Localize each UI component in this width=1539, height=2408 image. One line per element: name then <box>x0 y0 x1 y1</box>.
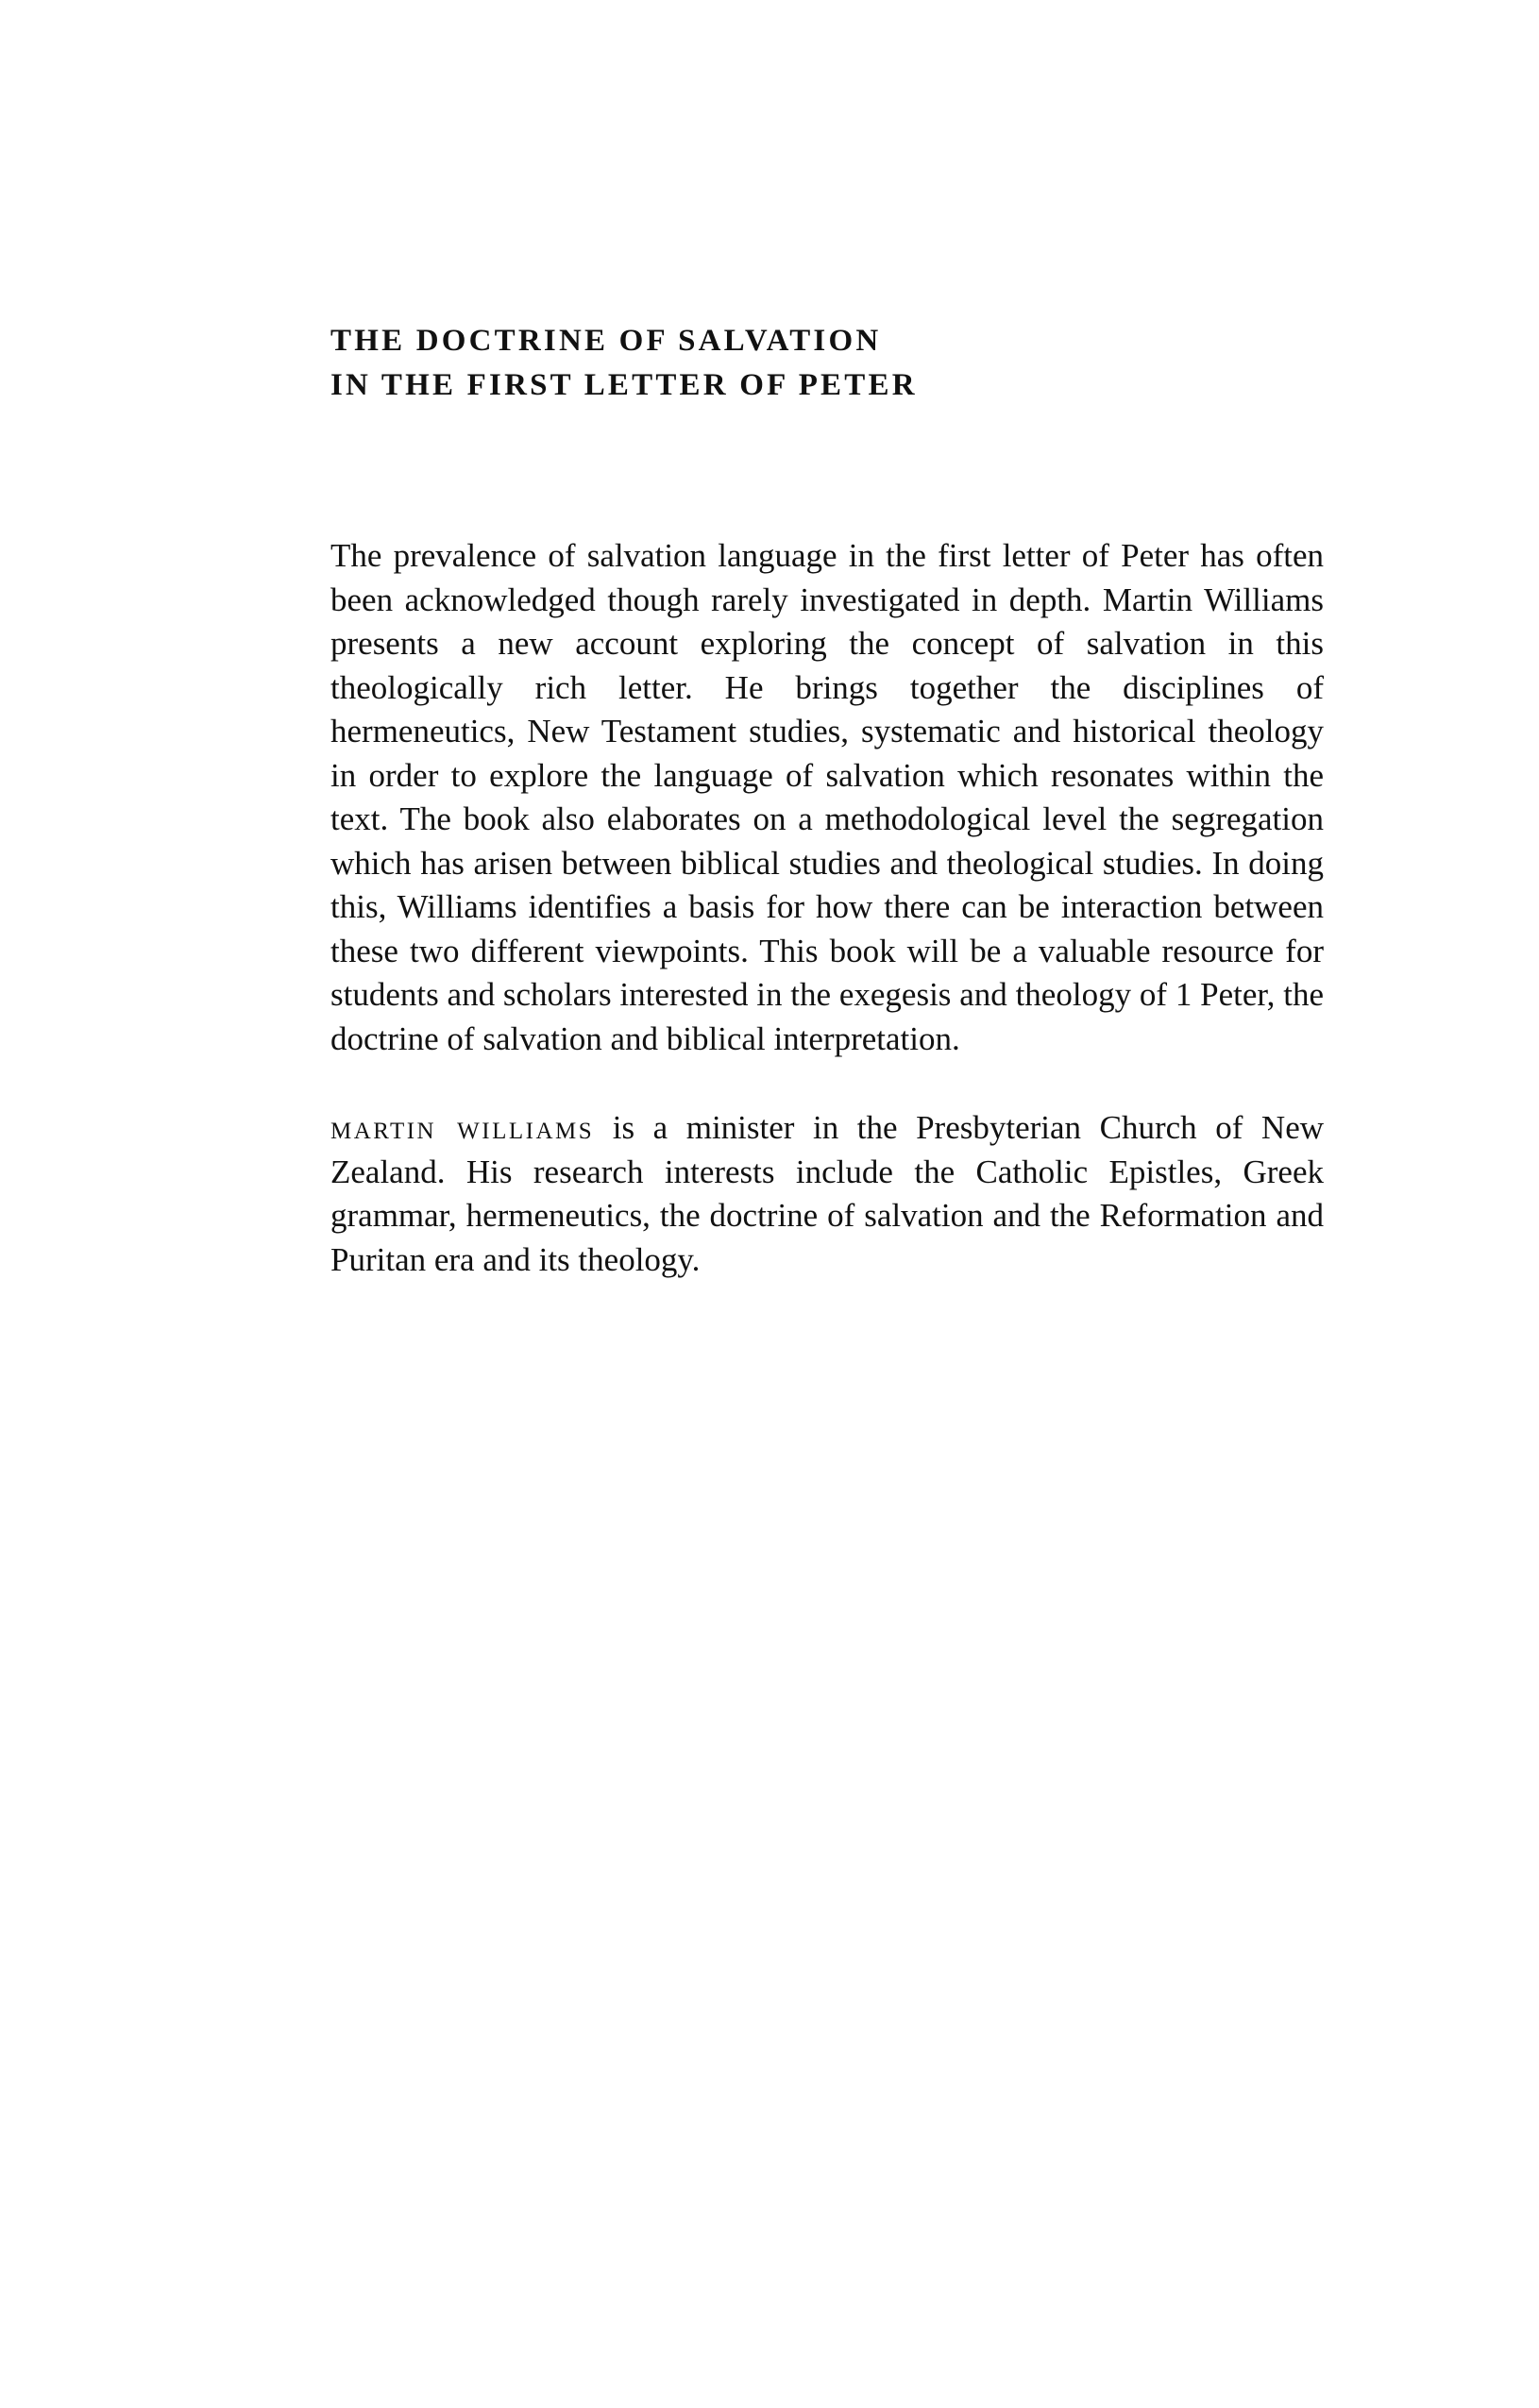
book-description: The prevalence of salvation language in the first letter of Peter has often been acknowledged though rarely investigated in depth. Martin Williams presents a new account exploring the concept of salvation in this theologically rich letter. He brings together the disciplines of hermeneutics, New Testament studies, systematic and historical theology in order to explore the language of salvation which resonates within the text. The book also elaborates on a methodological level the segregation which has arisen between biblical studies and theological studies. In doing this, Williams identifies a basis for how there can be interaction between these two different viewpoints. This book will be a valuable resource for students and scholars interested in the exegesis and theology of 1 Peter, the doctrine of salvation and biblical interpretation. <box>330 537 1324 1057</box>
body-text <box>330 534 1324 1282</box>
author-bio <box>330 1106 1324 1282</box>
author-name: martin williams <box>330 1109 595 1146</box>
title-line-1: THE DOCTRINE OF SALVATION <box>330 324 882 358</box>
book-title <box>330 319 1322 408</box>
title-line-2: IN THE FIRST LETTER OF PETER <box>330 368 918 402</box>
author-bio-text: is a minister in the Presbyterian Church of New Zealand. His research interests include the Catholic Epistles, Greek grammar, hermeneutics, the doctrine of salvation and the Reformation and Puritan era and its theology. <box>330 1109 1324 1278</box>
